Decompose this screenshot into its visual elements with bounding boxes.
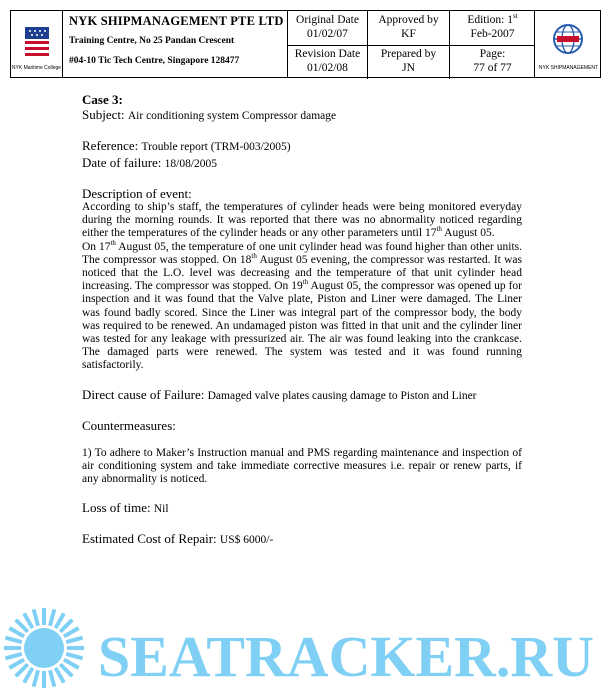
address-line-2: #04-10 Tic Tech Centre, Singapore 128477 [69,56,240,66]
edition-label: Edition: 1st [467,12,518,26]
subject-value: Air conditioning system Compressor damage [127,110,337,122]
sun-ray [60,620,72,632]
sun-ray [34,670,38,686]
revision-date-cell [288,45,368,79]
seatracker-watermark [0,602,608,694]
prepared-by-value: JN [402,62,415,74]
grid-row-1 [288,11,534,46]
direct-cause-label: Direct cause of Failure: [82,386,205,402]
sun-ray [64,660,79,669]
right-logo [535,11,602,77]
page-label: Page: [479,48,506,60]
direct-cause-line [82,387,522,404]
sun-ray [56,668,65,683]
watermark-text: SEATRACKER.RU [98,624,594,689]
document-control-grid [288,11,535,77]
original-date-cell [288,11,368,45]
edition-date: Feb-2007 [470,28,515,40]
reference-line [82,138,522,155]
date-value: 18/08/2005 [164,158,218,170]
address-line-1: Training Centre, No 25 Pandan Crescent [69,36,235,46]
cost-value: US$ 6000/- [219,534,274,547]
description-paragraph-1: According to ship’s staff, the temperatures of cylinder heads were being monitored everyday during the morning rounds. It was reported that there was no abnormality noticed regarding either the temperatures of the cylinder heads or any other parameters until 17th August 05. [82,201,522,240]
sun-ray [50,609,54,625]
original-date-value: 01/02/07 [307,28,348,40]
document-body [82,92,522,548]
cost-line [82,531,522,548]
sun-ray [24,613,33,628]
sun-ray [5,638,21,642]
page-cell [450,45,535,79]
company-name: NYK SHIPMANAGEMENT PTE LTD [69,14,284,28]
sun-ray [34,609,38,625]
revision-date-value: 01/02/08 [307,62,348,74]
company-block [63,11,288,77]
sun-ray [9,660,24,669]
description-heading: Description of event: [82,186,192,201]
direct-cause-value: Damaged valve plates causing damage to Piston and Liner [207,389,477,402]
right-logo-caption: NYK SHIPMANAGEMENT [538,65,599,71]
reference-value: Trouble report (TRM-003/2005) [141,141,291,153]
nyk-college-flag-icon [11,19,63,69]
countermeasures-heading: Countermeasures: [82,417,176,433]
edition-cell [450,11,535,45]
sun-ray [24,668,33,683]
sun-ray [64,628,79,637]
sun-ray [66,654,82,658]
date-label: Date of failure: [82,155,162,170]
nyk-globe-icon [535,19,602,63]
reference-label: Reference: [82,138,139,153]
page-value: 77 of 77 [473,62,512,74]
countermeasure-item-1: 1) To adhere to Maker’s Instruction manual and PMS regarding maintenance and inspection of air conditioning system and take immediate corrective measures i.e. repair or renew parts, if any abnormality is noticed. [82,446,522,486]
left-logo [11,11,63,77]
case-title: Case 3: [82,92,123,107]
approved-by-label: Approved by [378,14,439,26]
left-logo-caption: NYK Maritime College [11,65,62,71]
sun-ray [5,654,21,658]
loss-of-time-line [82,500,522,517]
cost-label: Estimated Cost of Repair: [82,531,217,547]
date-line [82,155,522,172]
loss-value: Nil [153,503,169,516]
sun-ray [16,664,28,676]
sun-ray [60,664,72,676]
sun-ray [56,613,65,628]
grid-row-2 [288,45,534,79]
sun-watermark-icon [4,608,84,688]
sun-ray [9,628,24,637]
prepared-by-label: Prepared by [380,48,437,60]
description-paragraph-2: On 17th August 05, the temperature of one unit cylinder head was found higher than other units. The compressor was stopped. On 18th August 05 evening, the compressor was restarted. It was noticed that the L.O. level was decreasing and the temperature of that unit cylinder head increasing. The compressor was stopped. On 19th August 05, the compressor was opened up for inspection and it was found that the Valve plate, Piston and Liner were damaged. The Liner was found badly scored. Since the Liner was integral part of the compressor body, the body was required to be renewed. An undamaged piston was fitted in that unit and the cylinder liner was tested for any leakage with pressurized air. The air was found leaking into the crankcase. The damaged parts were renewed. The system was tested and it was found running satisfactorily. [82,238,522,372]
loss-label: Loss of time: [82,500,151,516]
document-header [10,10,601,78]
prepared-by-cell [368,45,450,79]
approved-by-value: KF [401,28,416,40]
original-date-label: Original Date [296,14,359,26]
sun-ray [50,670,54,686]
approved-by-cell [368,11,450,45]
subject-label: Subject: [82,107,125,122]
subject-line [82,107,522,124]
sun-ray [16,620,28,632]
sun-ray [66,638,82,642]
revision-date-label: Revision Date [294,48,361,60]
